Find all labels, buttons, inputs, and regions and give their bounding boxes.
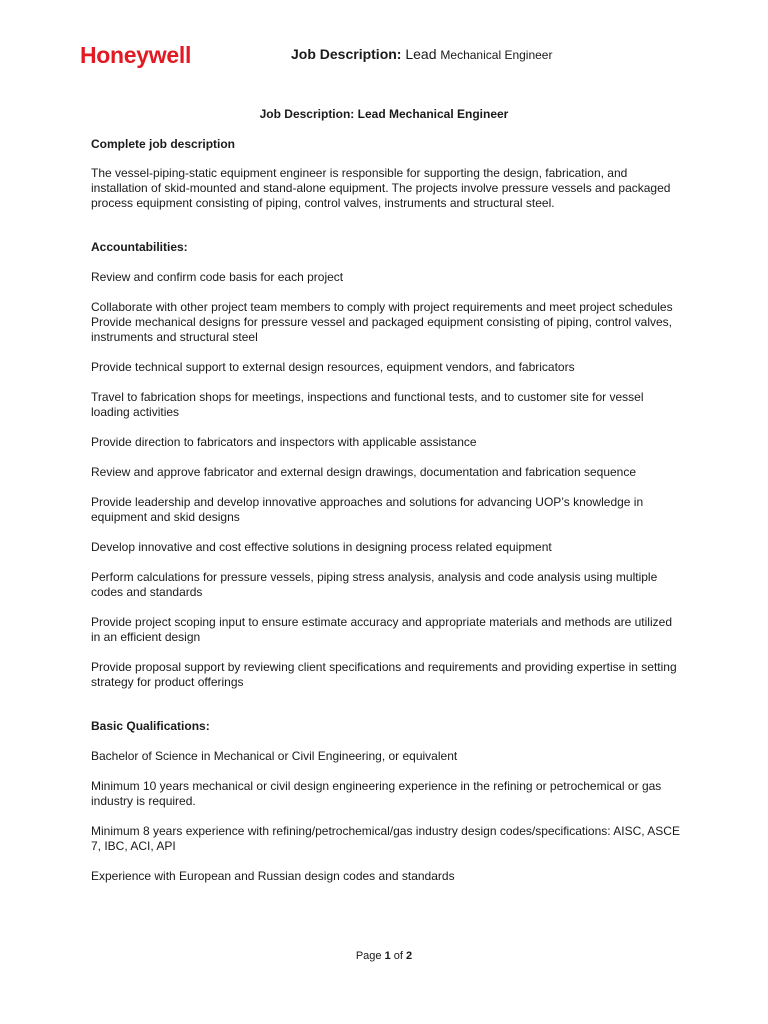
page-current: 1 [384,950,391,962]
intro-paragraph: The vessel-piping-static equipment engineer is responsible for supporting the design, fabrication, and installation of skid-mounted and stand-alone equipment. The projects involve pressure vessels and packaged process equipment consisting of piping, control valves, instruments and structural steel. [91,166,671,210]
accountability-item: Collaborate with other project team members to comply with project requirements and meet project schedules [91,300,673,314]
accountabilities-heading: Accountabilities: [91,240,188,254]
accountability-item: Provide technical support to external design resources, equipment vendors, and fabricators [91,360,575,374]
qualification-item: Experience with European and Russian design codes and standards [91,869,455,883]
accountability-item: Develop innovative and cost effective solutions in designing process related equipment [91,540,552,554]
document-title: Job Description: Lead Mechanical Engineer [259,107,509,121]
qualification-item: Bachelor of Science in Mechanical or Civil Engineering, or equivalent [91,749,458,763]
basic-qualifications-heading: Basic Qualifications: [91,719,210,733]
complete-description-heading: Complete job description [91,137,236,151]
honeywell-logo: Honeywell [80,42,192,68]
accountability-item: Perform calculations for pressure vessels, piping stress analysis, analysis and code analysis using multiple codes and standards [91,570,658,599]
accountability-item: Provide project scoping input to ensure estimate accuracy and appropriate materials and methods are utilized in an efficient design [91,615,672,644]
accountability-item: Provide direction to fabricators and inspectors with applicable assistance [91,435,477,449]
accountability-item: Review and confirm code basis for each project [91,270,344,284]
qualification-item: Minimum 8 years experience with refining/petrochemical/gas industry design codes/specifications: AISC, ASCE 7, IBC, ACI, API [91,824,680,853]
accountability-item: Provide mechanical designs for pressure vessel and packaged equipment consisting of piping, control valves, instruments and structural steel [91,315,672,344]
page-number-footer [0,949,768,963]
header-title-lead: Lead [405,46,437,62]
accountability-item: Provide leadership and develop innovative approaches and solutions for advancing UOP’s knowledge in equipment and skid designs [91,495,644,524]
page-word: Page [355,950,382,962]
accountability-item: Travel to fabrication shops for meetings, inspections and functional tests, and to customer site for vessel loading activities [91,390,644,419]
document-body [91,137,681,884]
qualification-item: Minimum 10 years mechanical or civil design engineering experience in the refining or petrochemical or gas industry is required. [91,779,662,808]
accountability-item: Review and approve fabricator and external design drawings, documentation and fabrication sequence [91,465,637,479]
accountability-item: Provide proposal support by reviewing client specifications and requirements and providing expertise in setting strategy for product offerings [91,660,677,689]
header-title-role: Mechanical Engineer [440,48,553,62]
header-title [291,46,552,63]
header-title-label: Job Description: [291,46,402,62]
page-of: of [393,950,403,962]
page-total: 2 [406,950,413,962]
